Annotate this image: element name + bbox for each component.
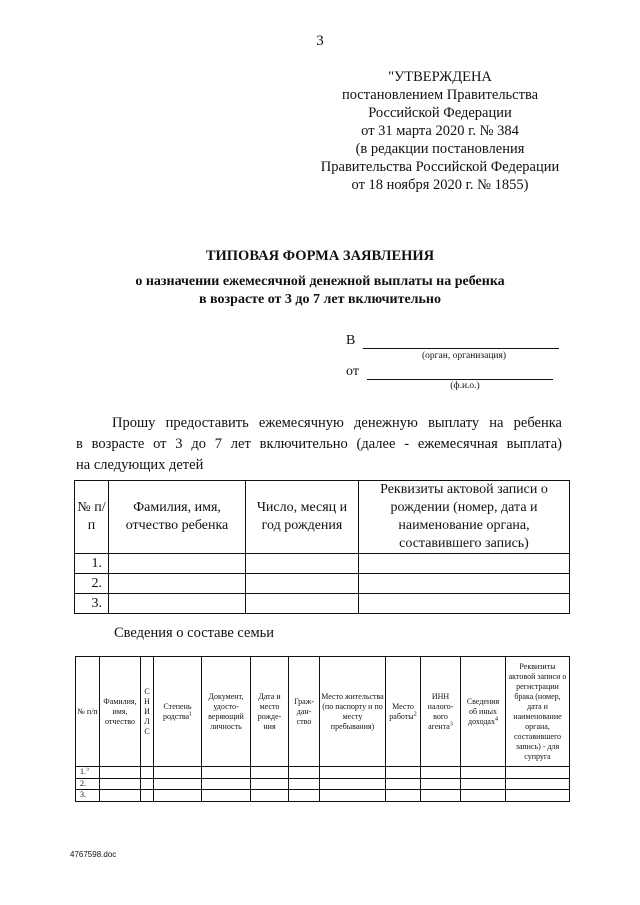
footnote-mark: 1 <box>189 710 193 717</box>
table-cell[interactable] <box>100 767 141 779</box>
table-cell[interactable] <box>506 790 570 802</box>
table-row <box>76 778 570 790</box>
addressee-from-field[interactable] <box>367 365 553 380</box>
table-cell[interactable] <box>320 767 386 779</box>
row-number: 1.$^5$ <box>76 767 100 779</box>
table-cell[interactable] <box>506 767 570 779</box>
family-header-name: Фамилия, имя, отчество <box>100 657 141 767</box>
table-cell[interactable] <box>320 778 386 790</box>
addressee-from-row <box>346 364 553 380</box>
table-cell[interactable] <box>289 778 320 790</box>
children-table-header <box>75 481 570 554</box>
child-name-cell[interactable] <box>109 554 246 574</box>
request-paragraph <box>76 413 562 476</box>
family-header-income: Сведения об иных доходах$^4$ <box>461 657 506 767</box>
family-header-birth: Дата и место рожде-ния <box>251 657 289 767</box>
table-row <box>75 574 570 594</box>
children-table <box>74 480 570 614</box>
row-number: 2. <box>76 778 100 790</box>
footnote-mark: 3 <box>449 720 453 727</box>
table-cell[interactable] <box>141 767 154 779</box>
table-cell[interactable] <box>100 778 141 790</box>
row-number: 3. <box>76 790 100 802</box>
table-cell[interactable] <box>421 790 461 802</box>
table-cell[interactable] <box>421 778 461 790</box>
approval-stamp <box>300 68 580 194</box>
addressee-to-hint: (орган, организация) <box>421 351 507 361</box>
addressee-to-field[interactable] <box>363 334 559 349</box>
footnote-mark: 4 <box>494 715 498 722</box>
row-number: 3. <box>75 594 109 614</box>
family-table <box>75 656 570 802</box>
form-title: ТИПОВАЯ ФОРМА ЗАЯВЛЕНИЯ <box>205 248 435 264</box>
approval-line: Российской Федерации <box>368 105 512 121</box>
family-header-citizenship: Граж-дан-ство <box>289 657 320 767</box>
table-row <box>76 790 570 802</box>
approval-line: Правительства Российской Федерации <box>320 159 560 175</box>
family-header-number: № п/п <box>76 657 100 767</box>
approval-line: "УТВЕРЖДЕНА <box>388 69 492 85</box>
table-cell[interactable] <box>100 790 141 802</box>
family-header-inn: ИНН налого-вого агента$^3$ <box>421 657 461 767</box>
table-cell[interactable] <box>421 767 461 779</box>
family-header-relation: Степень родства$^1$ <box>154 657 202 767</box>
subtitle-line: в возрасте от 3 до 7 лет включительно <box>199 292 441 307</box>
table-cell[interactable] <box>386 767 421 779</box>
family-header-snils: С Н И Л С <box>141 657 154 767</box>
page-number: 3 <box>316 33 324 49</box>
addressee-to-label: В <box>346 333 356 348</box>
header-birth-record: Реквизиты актовой записи о рождении (номер, дата и наименование органа, составившего запись) <box>359 481 570 554</box>
family-header-id-document: Документ, удосто-веряющий личность <box>202 657 251 767</box>
table-cell[interactable] <box>251 767 289 779</box>
addressee-to-row <box>346 333 559 349</box>
birth-record-cell[interactable] <box>359 574 570 594</box>
subtitle-line: о назначении ежемесячной денежной выплаты на ребенка <box>135 274 505 289</box>
family-header-residence: Место жительства (по паспорту и по месту пребывания) <box>320 657 386 767</box>
addressee-from-label: от <box>346 364 359 379</box>
table-cell[interactable] <box>251 778 289 790</box>
footnote-mark: 2 <box>413 710 417 717</box>
table-cell[interactable] <box>506 778 570 790</box>
table-cell[interactable] <box>251 790 289 802</box>
document-id: 4767598.doc <box>70 850 117 859</box>
table-row <box>76 767 570 779</box>
approval-line: от 31 марта 2020 г. № 384 <box>361 123 519 139</box>
table-cell[interactable] <box>320 790 386 802</box>
table-cell[interactable] <box>141 790 154 802</box>
table-cell[interactable] <box>202 778 251 790</box>
table-cell[interactable] <box>386 790 421 802</box>
request-line: Прошу предоставить ежемесячную денежную выплату на ребенка <box>112 415 562 431</box>
header-child-name: Фамилия, имя, отчество ребенка <box>109 481 246 554</box>
birth-date-cell[interactable] <box>246 594 359 614</box>
table-row <box>75 594 570 614</box>
family-table-header <box>76 657 570 767</box>
birth-record-cell[interactable] <box>359 594 570 614</box>
table-cell[interactable] <box>154 767 202 779</box>
request-line: на следующих детей <box>76 457 204 473</box>
family-section-title: Сведения о составе семьи <box>114 625 275 641</box>
table-cell[interactable] <box>202 767 251 779</box>
footnote-mark: 5 <box>86 766 89 773</box>
form-subtitle <box>0 273 640 309</box>
table-row <box>75 554 570 574</box>
child-name-cell[interactable] <box>109 594 246 614</box>
addressee-from-hint: (ф.и.о.) <box>450 381 480 391</box>
birth-record-cell[interactable] <box>359 554 570 574</box>
table-cell[interactable] <box>461 778 506 790</box>
birth-date-cell[interactable] <box>246 574 359 594</box>
table-cell[interactable] <box>141 778 154 790</box>
table-cell[interactable] <box>386 778 421 790</box>
table-cell[interactable] <box>289 790 320 802</box>
table-cell[interactable] <box>289 767 320 779</box>
table-cell[interactable] <box>461 767 506 779</box>
row-number: 1. <box>75 554 109 574</box>
birth-date-cell[interactable] <box>246 554 359 574</box>
header-number: № п/п <box>75 481 109 554</box>
family-header-work: Место работы$^2$ <box>386 657 421 767</box>
request-line: в возрасте от 3 до 7 лет включительно (далее - ежемесячная выплата) <box>76 436 562 452</box>
table-cell[interactable] <box>461 790 506 802</box>
approval-line: (в редакции постановления <box>355 141 525 157</box>
row-number: 2. <box>75 574 109 594</box>
header-birth-date: Число, месяц и год рождения <box>246 481 359 554</box>
table-cell[interactable] <box>202 790 251 802</box>
table-cell[interactable] <box>154 778 202 790</box>
approval-line: от 18 ноября 2020 г. № 1855) <box>351 177 529 193</box>
family-header-marriage-record: Реквизиты актовой записи о регистрации брака (номер, дата и наименование органа, составившего запись) - для супруга <box>506 657 570 767</box>
table-cell[interactable] <box>154 790 202 802</box>
child-name-cell[interactable] <box>109 574 246 594</box>
approval-line: постановлением Правительства <box>341 87 539 103</box>
